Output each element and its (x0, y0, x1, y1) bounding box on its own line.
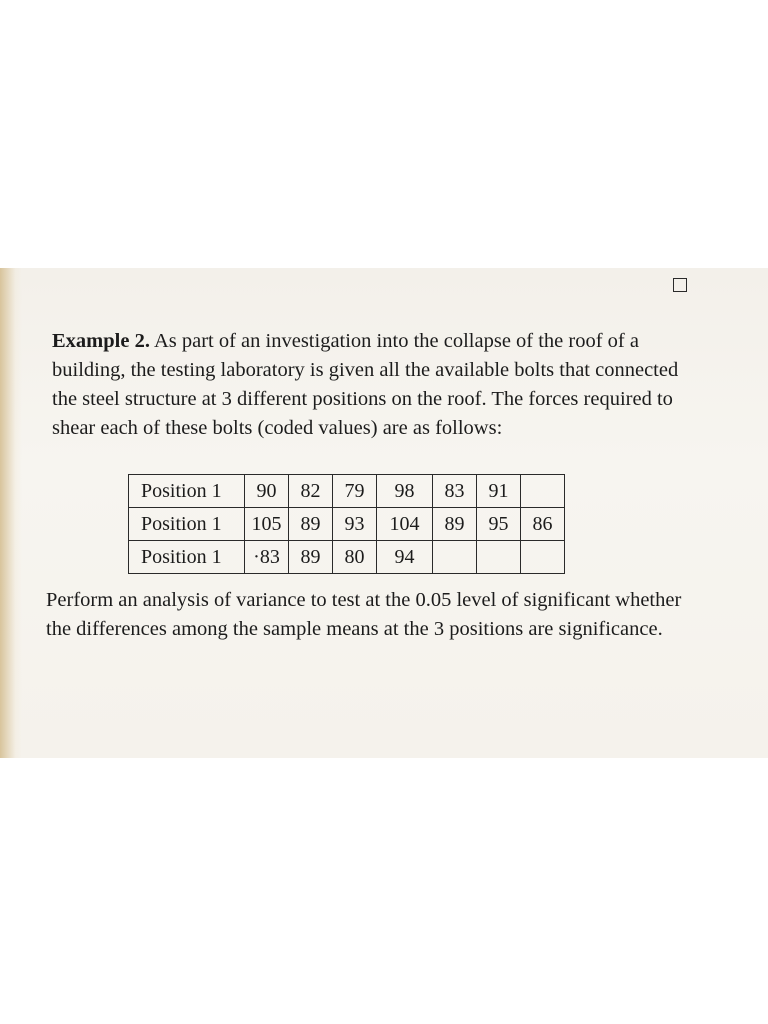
shear-force-table (128, 474, 565, 574)
table-cell: 86 (521, 508, 565, 541)
table-row (129, 475, 565, 508)
row-label: Position 1 (129, 508, 245, 541)
table-cell: 89 (289, 541, 333, 574)
table-cell: 79 (333, 475, 377, 508)
table-cell: 93 (333, 508, 377, 541)
checkbox-square-icon[interactable] (673, 278, 687, 292)
page-curl-shadow (0, 268, 22, 758)
table-cell: 91 (477, 475, 521, 508)
table-row (129, 508, 565, 541)
example-paragraph (52, 327, 692, 443)
example-lead: Example 2. (52, 330, 150, 352)
table-cell: 82 (289, 475, 333, 508)
table-cell: 83 (433, 475, 477, 508)
table-cell (433, 541, 477, 574)
example-text: As part of an investigation into the collapse of the roof of a building, the testing laboratory is given all the available bolts that connected the steel structure at 3 different positions on the roof. The forces required to shear each of these bolts (coded values) are as follows: (52, 330, 679, 439)
row-label: Position 1 (129, 541, 245, 574)
table-row (129, 541, 565, 574)
row-label: Position 1 (129, 475, 245, 508)
table-cell (521, 475, 565, 508)
table-cell: 90 (245, 475, 289, 508)
table-cell: ·83 (245, 541, 289, 574)
table-cell: 94 (377, 541, 433, 574)
table-cell: 89 (433, 508, 477, 541)
table-cell: 95 (477, 508, 521, 541)
table-cell (521, 541, 565, 574)
table-cell: 105 (245, 508, 289, 541)
table-cell: 80 (333, 541, 377, 574)
table-cell (477, 541, 521, 574)
task-paragraph: Perform an analysis of variance to test at the 0.05 level of significant whether the differences among the sample means at the 3 positions are significance. (46, 589, 682, 640)
table-cell: 104 (377, 508, 433, 541)
table-cell: 89 (289, 508, 333, 541)
table-cell: 98 (377, 475, 433, 508)
